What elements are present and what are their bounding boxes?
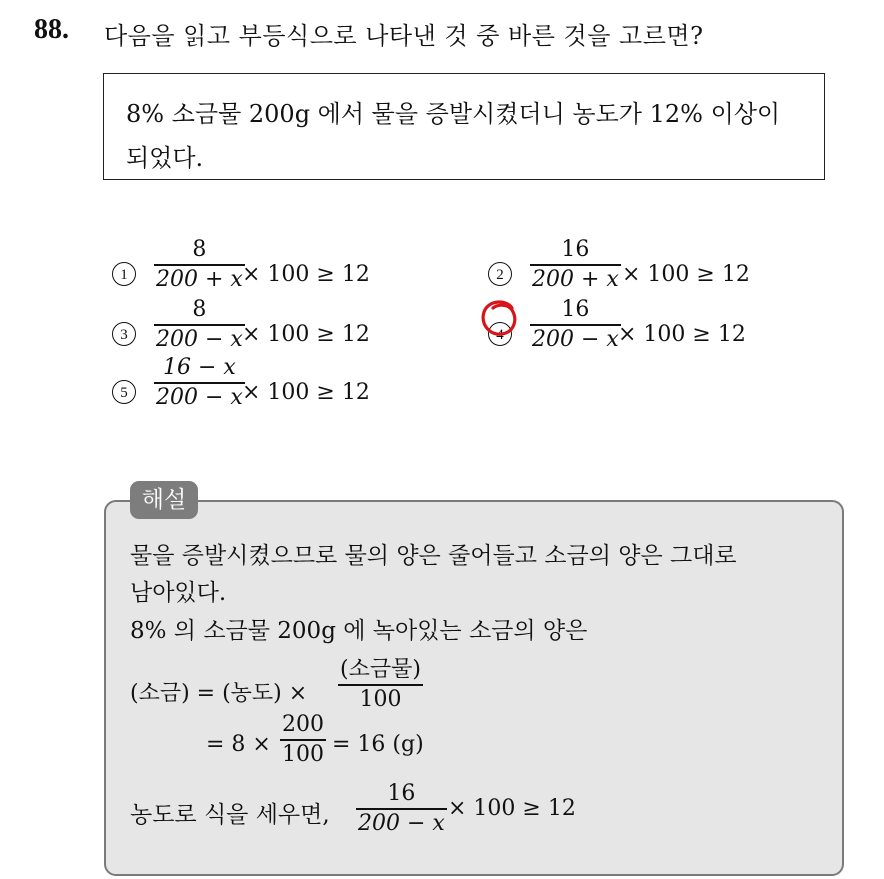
equation-1-left: (소금) = (농도) × [130,681,308,706]
final-left: 농도로 식을 세우면, [130,802,330,828]
fraction [530,236,621,294]
choice-rest: × 100 ≥ 12 [242,262,370,287]
equation-2-numerator: 200 [282,712,324,737]
equation-1-numerator: (소금물) [340,657,421,682]
denominator: 200 − x [156,384,243,410]
numerator: 8 [192,237,207,262]
choice-rest: × 100 ≥ 12 [622,262,750,287]
fraction [530,296,621,354]
numerator: 16 [561,237,590,262]
solution-line-3: 8% 의 소금물 200g 에 녹아있는 소금의 양은 [130,618,588,644]
final-right: × 100 ≥ 12 [448,796,576,821]
final-denominator: 200 − x [358,810,445,836]
fraction [154,236,245,294]
final-numerator: 16 [387,781,416,806]
condition-box [103,73,825,180]
equation-2-left: = 8 × [206,732,271,757]
denominator: 200 − x [532,326,619,352]
fraction [154,354,245,412]
numerator: 16 − x [163,355,236,380]
denominator: 200 − x [156,326,243,352]
answer-mark-icon [478,296,522,340]
question-text: 다음을 읽고 부등식으로 나타낸 것 중 바른 것을 고르면? [104,22,704,50]
question-number: 88. [34,14,69,45]
choice-number: 3 [112,322,136,346]
equation-1-denominator: 100 [359,686,402,712]
numerator: 16 [561,297,590,322]
numerator: 8 [192,297,207,322]
condition-text [126,92,810,180]
choice-number: 2 [488,262,512,286]
choice-number: 1 [112,262,136,286]
choice-rest: × 100 ≥ 12 [242,380,370,405]
condition-line-2: 되었다. [126,144,204,172]
equation-2-denominator: 100 [282,741,324,767]
choice-number: 4 [488,322,512,346]
final-fraction [356,780,447,838]
choice-4[interactable] [488,297,748,380]
solution-tag: 해설 [130,481,198,519]
equation-2-right: = 16 (g) [332,732,424,757]
equation-1-fraction [338,656,423,714]
denominator: 200 + x [532,266,619,292]
equation-2-fraction [280,711,326,769]
solution-line-1: 물을 증발시켰으므로 물의 양은 줄어들고 소금의 양은 그대로 [130,543,737,569]
choice-number: 5 [112,380,136,404]
choice-rest: × 100 ≥ 12 [242,322,370,347]
choice-rest: × 100 ≥ 12 [618,322,746,347]
fraction [154,296,245,354]
denominator: 200 + x [156,266,243,292]
condition-line-1: 8% 소금물 200g 에서 물을 증발시켰더니 농도가 12% 이상이 [126,100,781,128]
solution-line-2: 남아있다. [130,580,227,606]
choice-5[interactable] [112,355,372,438]
